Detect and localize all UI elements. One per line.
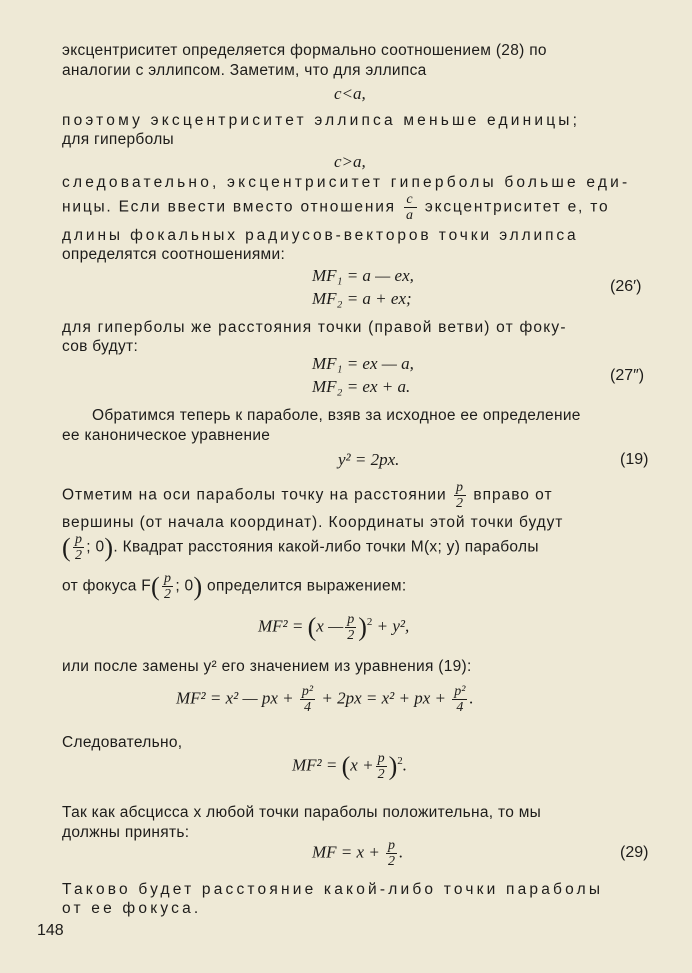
formula-c-greater-a: c>a, (334, 152, 366, 171)
text-line: или после замены y² его значением из уравнения (19): (62, 658, 472, 675)
denominator: 2 (456, 496, 465, 511)
text-line: Следовательно, (62, 734, 183, 751)
formula-mf: MF = x + $\frac{p}{2}$ . (312, 838, 404, 869)
formula-part: MF² = x² — px + (176, 688, 294, 708)
text-line: ( $\frac{p}{2}$ ; 0). Квадрат расстояния какой-либо точки M(x; y) параболы (62, 532, 539, 563)
denominator: 2 (377, 767, 385, 782)
formula-part: x — (316, 616, 344, 636)
denominator: 4 (303, 700, 311, 715)
formula-part: MF² = (258, 616, 308, 636)
text-span: вправо от (473, 486, 553, 504)
text-line: эксцентриситет определяется формально соотношением (28) по (62, 42, 547, 59)
text-line: Так как абсцисса x любой точки параболы положительна, то мы (62, 804, 542, 821)
paren: ( (62, 533, 71, 562)
text-line: для гиперболы же расстояния точки (правой ветви) от фоку- (62, 319, 567, 336)
text-line: Обратимся теперь к параболе, взяв за исходное ее определение (92, 407, 581, 424)
text-line: должны принять: (62, 824, 190, 841)
equation-number: (26′) (610, 278, 642, 295)
formula-part: MF = x + (312, 842, 380, 862)
denominator: 2 (164, 587, 172, 602)
fraction-p-over-2 (345, 612, 356, 643)
text-span: Квадрат расстояния какой-либо точки M(x; y) параболы (122, 538, 539, 556)
text-span: ; 0 (175, 577, 194, 595)
text-line: ее каноническое уравнение (62, 427, 271, 444)
text-line: определятся соотношениями: (62, 246, 286, 263)
paren: ( (341, 751, 351, 781)
numerator: p (388, 838, 396, 853)
text-line: длины фокальных радиусов-векторов точки эллипса (62, 227, 579, 244)
formula-mf2-ellipse: MF₂ = a + ex; (312, 289, 412, 308)
formula-part: + y², (376, 616, 410, 636)
paren: ( (151, 572, 161, 601)
numerator: p (377, 751, 385, 766)
formula-perfect-square: MF² = (x + $\frac{p}{2}$ )$^2$. (292, 751, 407, 782)
fraction-p-over-2 (376, 751, 387, 782)
equation-number: (27″) (610, 367, 645, 384)
equation-number: (19) (620, 451, 649, 468)
page-number: 148 (37, 922, 64, 939)
formula-expansion: MF² = x² — px + $\frac{\text{p²}}{4}$ + 2px = x² + px + $\frac{\text{p²}}{4}$ . (176, 684, 474, 715)
formula-part: x + (350, 755, 374, 775)
formula-part: + 2px = x² + px + (321, 688, 446, 708)
equation-number: (29) (620, 844, 649, 861)
formula-part: MF² = (292, 755, 342, 775)
numerator: p (347, 612, 355, 627)
paren: ) (388, 751, 398, 781)
fraction-c-over-a (404, 192, 417, 223)
numerator: p (164, 571, 172, 586)
fraction-p-over-2 (73, 532, 84, 563)
fraction-p2-over-4 (300, 684, 315, 715)
text-span: Отметим на оси параболы точку на расстоянии (62, 486, 447, 504)
text-line: Таково будет расстояние какой-либо точки параболы (62, 881, 604, 898)
formula-mf1-hyperbola: MF₁ = ex — a, (312, 354, 414, 373)
exponent: 2 (397, 754, 403, 767)
fraction-p-over-2 (162, 571, 173, 602)
fraction-p-over-2 (386, 838, 397, 869)
text-span: эксцентриситет e, то (424, 198, 610, 216)
formula-mf1-ellipse: MF₁ = a — ex, (312, 266, 414, 285)
text-line: вершины (от начала координат). Координаты этой точки будут (62, 514, 564, 531)
paren: ( (307, 612, 317, 642)
text-line: сов будут: (62, 338, 139, 355)
text-line: поэтому эксцентриситет эллипса меньше единицы; (62, 112, 581, 129)
numerator: p² (301, 684, 314, 699)
denominator: 2 (347, 628, 355, 643)
fraction-p2-over-4 (452, 684, 467, 715)
text-line: от ее фокуса. (62, 900, 202, 917)
paren: ) (358, 612, 367, 642)
denominator: 4 (456, 700, 464, 715)
paren: ) (193, 572, 203, 601)
text-line: следовательно, эксцентриситет гиперболы больше еди- (62, 174, 631, 191)
text-line: аналогии с эллипсом. Заметим, что для эллипса (62, 62, 427, 79)
formula-mf2-hyperbola: MF₂ = ex + a. (312, 377, 411, 396)
text-span: от фокуса F (62, 577, 152, 595)
fraction-p-over-2 (454, 480, 466, 511)
denominator: a (405, 208, 415, 223)
text-line (62, 480, 553, 511)
numerator: c (404, 192, 417, 208)
text-line (62, 192, 609, 223)
denominator: 2 (74, 548, 83, 563)
numerator: p² (454, 684, 466, 699)
exponent: 2 (366, 615, 373, 628)
numerator: p (456, 480, 465, 495)
denominator: 2 (388, 854, 396, 869)
text-line: для гиперболы (62, 131, 174, 148)
paren: ) (104, 533, 114, 562)
formula-mf-squared (258, 612, 409, 643)
numerator: p (74, 532, 83, 547)
text-span: определится выражением: (207, 577, 407, 595)
text-line (62, 571, 407, 602)
text-span: ницы. Если ввести вместо отношения (62, 198, 396, 216)
formula-c-less-a: c<a, (334, 84, 366, 103)
text-span: ; 0 (86, 538, 105, 556)
formula-canonical-parabola: y² = 2px. (338, 450, 400, 469)
